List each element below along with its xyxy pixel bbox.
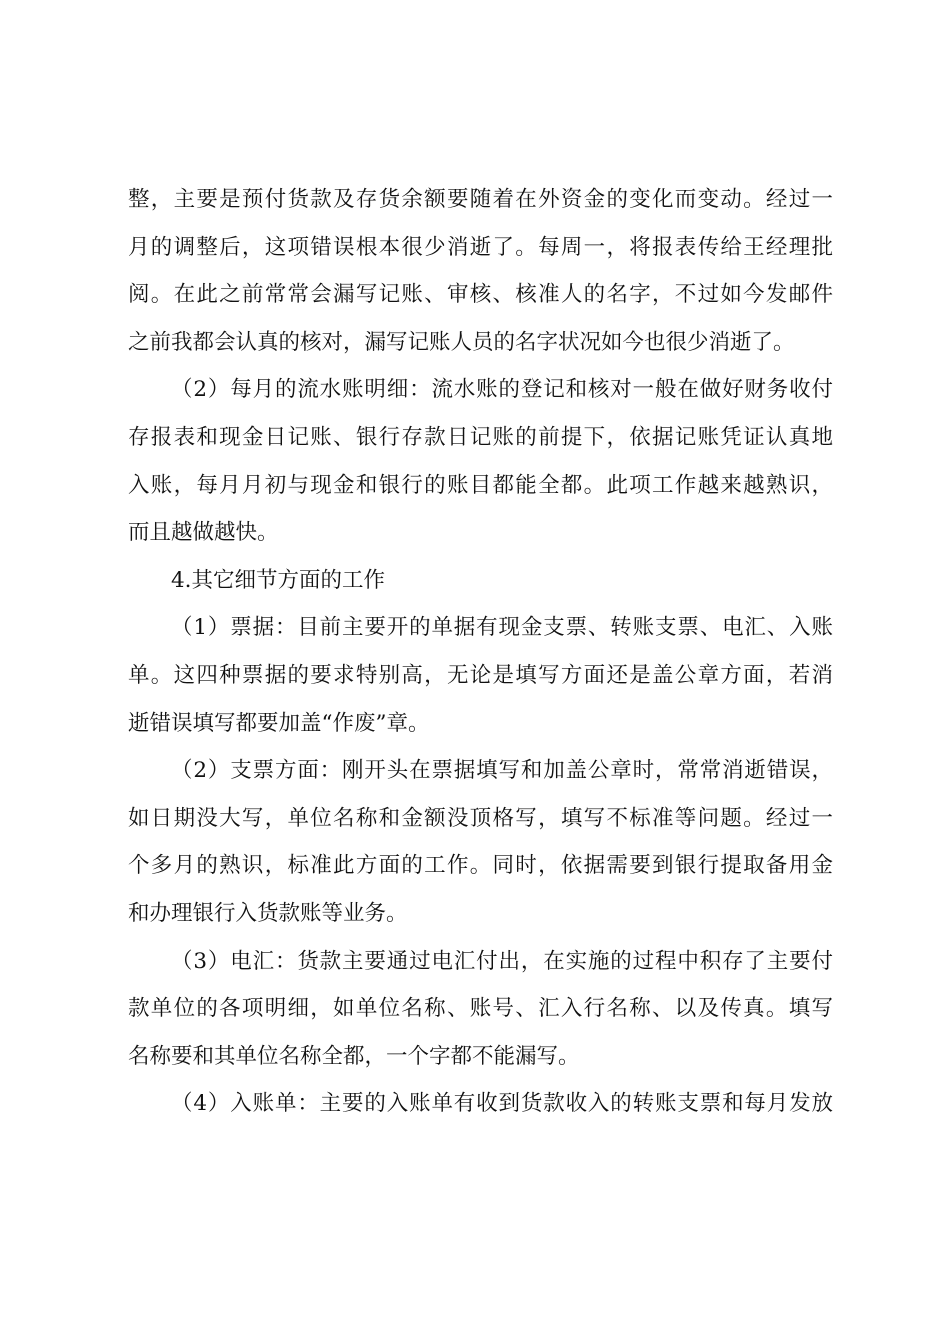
document-body: [128, 176, 833, 1128]
text-line: 阅。在此之前常常会漏写记账、审核、核准人的名字，不过如今发邮件: [128, 282, 833, 308]
text-line: 名称要和其单位名称全都，一个字都不能漏写。: [128, 1043, 580, 1069]
text-line: （3）电汇：货款主要通过电汇付出，在实施的过程中积存了主要付: [171, 948, 833, 974]
text-line: 逝错误填写都要加盖“作废”章。: [128, 710, 430, 736]
paragraph-cheques: [128, 747, 833, 937]
text-line: 入账，每月月初与现金和银行的账目都能全都。此项工作越来越熟识，: [128, 472, 833, 498]
text-line: 个多月的熟识，标准此方面的工作。同时，依据需要到银行提取备用金: [128, 853, 833, 879]
section-heading-other-details: [128, 557, 833, 605]
paragraph-wire-transfer: [128, 938, 833, 1081]
text-line: 单。这四种票据的要求特别高，无论是填写方面还是盖公章方面，若消: [128, 662, 833, 688]
text-line: 之前我都会认真的核对，漏写记账人员的名字状况如今也很少消逝了。: [128, 329, 795, 355]
text-line: 款单位的各项明细，如单位名称、账号、汇入行名称、以及传真。填写: [128, 996, 833, 1022]
paragraph-adjustment-continued: [128, 176, 833, 366]
text-line: （4）入账单：主要的入账单有收到货款收入的转账支票和每月发放: [171, 1091, 833, 1117]
text-line: 而且越做越快。: [128, 520, 279, 546]
paragraph-deposit-slip: [128, 1080, 833, 1128]
text-line: 整，主要是预付货款及存货余额要随着在外资金的变化而变动。经过一: [128, 187, 833, 212]
text-line: （2）支票方面：刚开头在票据填写和加盖公章时，常常消逝错误，: [171, 758, 833, 784]
text-line: 和办理银行入货款账等业务。: [128, 900, 408, 926]
section-heading: 4.其它细节方面的工作: [171, 567, 386, 593]
paragraph-monthly-ledger: [128, 366, 833, 556]
text-line: 月的调整后，这项错误根本很少消逝了。每周一，将报表传给王经理批: [128, 234, 833, 260]
text-line: （2）每月的流水账明细：流水账的登记和核对一般在做好财务收付: [171, 377, 833, 403]
text-line: （1）票据：目前主要开的单据有现金支票、转账支票、电汇、入账: [171, 615, 833, 641]
paragraph-bills: [128, 604, 833, 747]
text-line: 如日期没大写，单位名称和金额没顶格写，填写不标准等问题。经过一: [128, 805, 833, 831]
text-line: 存报表和现金日记账、银行存款日记账的前提下，依据记账凭证认真地: [128, 424, 833, 450]
